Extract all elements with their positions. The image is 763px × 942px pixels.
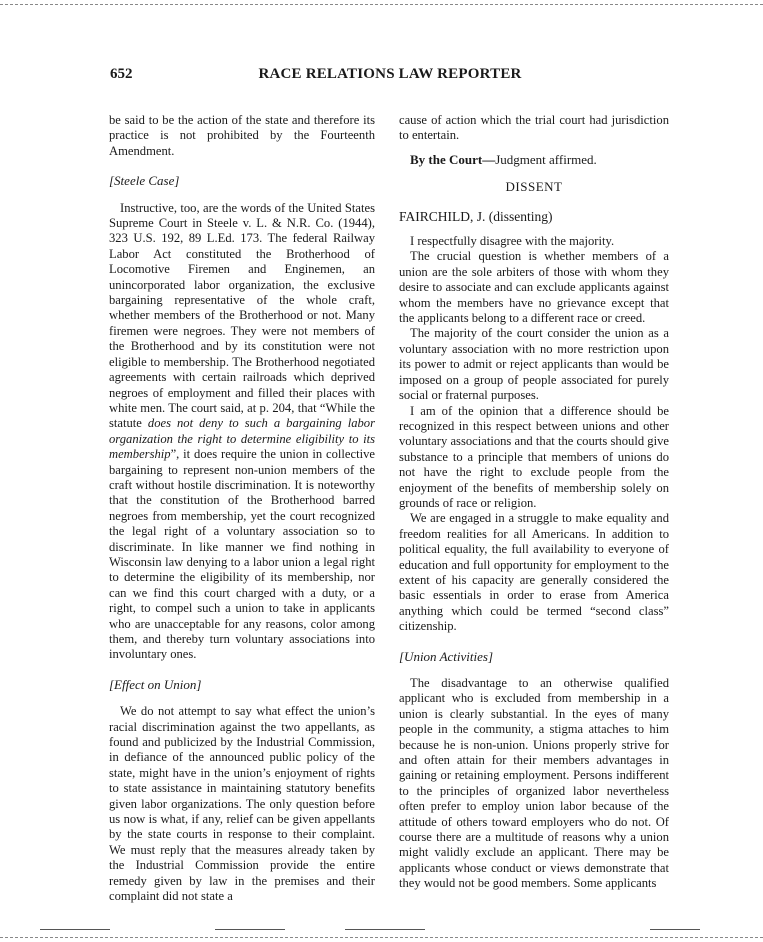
steele-quote-italic: does not deny to such a bargaining labor organization the right to determine eligibility to its membership xyxy=(109,416,375,462)
judgment-text: Judgment affirmed. xyxy=(495,151,597,167)
scan-bottom-mark xyxy=(345,929,425,930)
judgment-line xyxy=(399,152,669,167)
heading-union-activities: [Union Activities] xyxy=(399,648,494,664)
dissent-paragraph-5: We are engaged in a struggle to make equality and freedom realities for all Americans. In addition to political equality, the full availability to everyone of education and full opportunity for employment to the extent of his capacity are generally considered the basic essentials in order to erase from America anything which could be termed “second class” citizenship. xyxy=(399,511,669,634)
left-paragraph-3: We do not attempt to say what effect the union’s racial discrimination against the two appellants, as found and publicized by the Industrial Commission, in defiance of the announced public policy of the state, might have in the union’s enjoyment of rights to state assistance in maintaining statutory benefits given labor organizations. The only question before us now is what, if any, relief can be given appellants by the state courts in response to their complaint. We must reply that the measures already taken by the Industrial Commission provide the entire remedy given by law in the premises and their complaint did not state a xyxy=(109,704,375,904)
left-paragraph-2 xyxy=(109,201,375,663)
scan-bottom-mark xyxy=(40,929,110,930)
scan-bottom-mark xyxy=(215,929,285,930)
judge-line: FAIRCHILD, J. (dissenting) xyxy=(399,208,553,224)
page-header xyxy=(110,66,670,86)
dissent-paragraph-1: I respectfully disagree with the majority. xyxy=(410,234,615,249)
page-number: 652 xyxy=(110,66,133,82)
scan-bottom-border xyxy=(0,937,763,938)
by-the-court: By the Court— xyxy=(410,151,496,167)
scan-top-border xyxy=(0,4,763,5)
scan-bottom-mark xyxy=(650,929,700,930)
steele-text-b: ”, it does require the union in collective bargaining to represent non-union members of the craft without hostile discrimination. It is noteworthy that the constitution of the Brotherhood barred negroes from membership, yet the court recognized the legal right of a voluntary association so to discriminate. In like manner we find nothing in Wisconsin law denying to a labor union a legal right to determine the eligibility of its membership, nor can we find this court charged with a duty, or a right, to compel such a union to take in applicants who are unacceptable for any reasons, color among them, and thereby turn voluntary associations into involuntary ones. xyxy=(109,447,375,662)
left-paragraph-1: be said to be the action of the state and therefore its practice is not prohibited by the Fourteenth Amendment. xyxy=(109,113,375,158)
right-column xyxy=(399,113,669,892)
dissent-paragraph-3: The majority of the court consider the union as a voluntary association with no more restriction upon its power to admit or reject applicants than would be imposed on a group of people associated for purely social or fraternal purposes. xyxy=(399,326,669,403)
dissent-paragraph-4: I am of the opinion that a difference should be recognized in this respect between unions and other voluntary associations and that the courts should give substance to a principle that members of unions do not have the right to exclude people from the enjoyment of the benefits of membership solely on grounds of race or religion. xyxy=(399,403,669,510)
heading-steele-case: [Steele Case] xyxy=(109,173,180,189)
heading-effect-on-union: [Effect on Union] xyxy=(109,676,202,692)
dissent-title: DISSENT xyxy=(505,179,563,195)
right-paragraph-1: cause of action which the trial court had jurisdiction to entertain. xyxy=(399,113,669,143)
dissent-paragraph-6: The disadvantage to an otherwise qualified applicant who is excluded from membership in a union is clearly substantial. In the eyes of many people in the community, a stigma attaches to him because he is non-union. Unions properly strive for and often attain for their members advantages in gaining or retaining employment. Persons indifferent to the principles of organized labor nevertheless often prefer to employ union labor because of the attitude of others toward employers who do not. Of course there are a multitude of reasons why a union might validly exclude an applicant. There may be applicants whose conduct or views demonstrate that they would not be good members. Some applicants xyxy=(399,676,669,891)
steele-text-a: Instructive, too, are the words of the United States Supreme Court in Steele v. L. & N.R. Co. (1944), 323 U.S. 192, 89 L.Ed. 173. The federal Railway Labor Act constituted the Brotherhood of Locomotive Firemen and Enginemen, an unincorporated labor organization, the exclusive bargaining representative of the whole craft, whether members of the Brotherhood or not. Many firemen were negroes. They were not members of the Brotherhood and by its constitution were not eligible to membership. The Brotherhood negotiated agreements with certain railroads which deprived negroes of employment and filled their places with white men. The court said, at p. 204, that “While the statute xyxy=(109,200,375,431)
dissent-paragraph-2: The crucial question is whether members of a union are the sole arbiters of those with whom they desire to associate and can exclude applicants against whom the members have no grievance except that the applicants belong to a different race or creed. xyxy=(399,249,669,326)
left-column xyxy=(109,113,375,905)
running-head: RACE RELATIONS LAW REPORTER xyxy=(258,66,522,82)
